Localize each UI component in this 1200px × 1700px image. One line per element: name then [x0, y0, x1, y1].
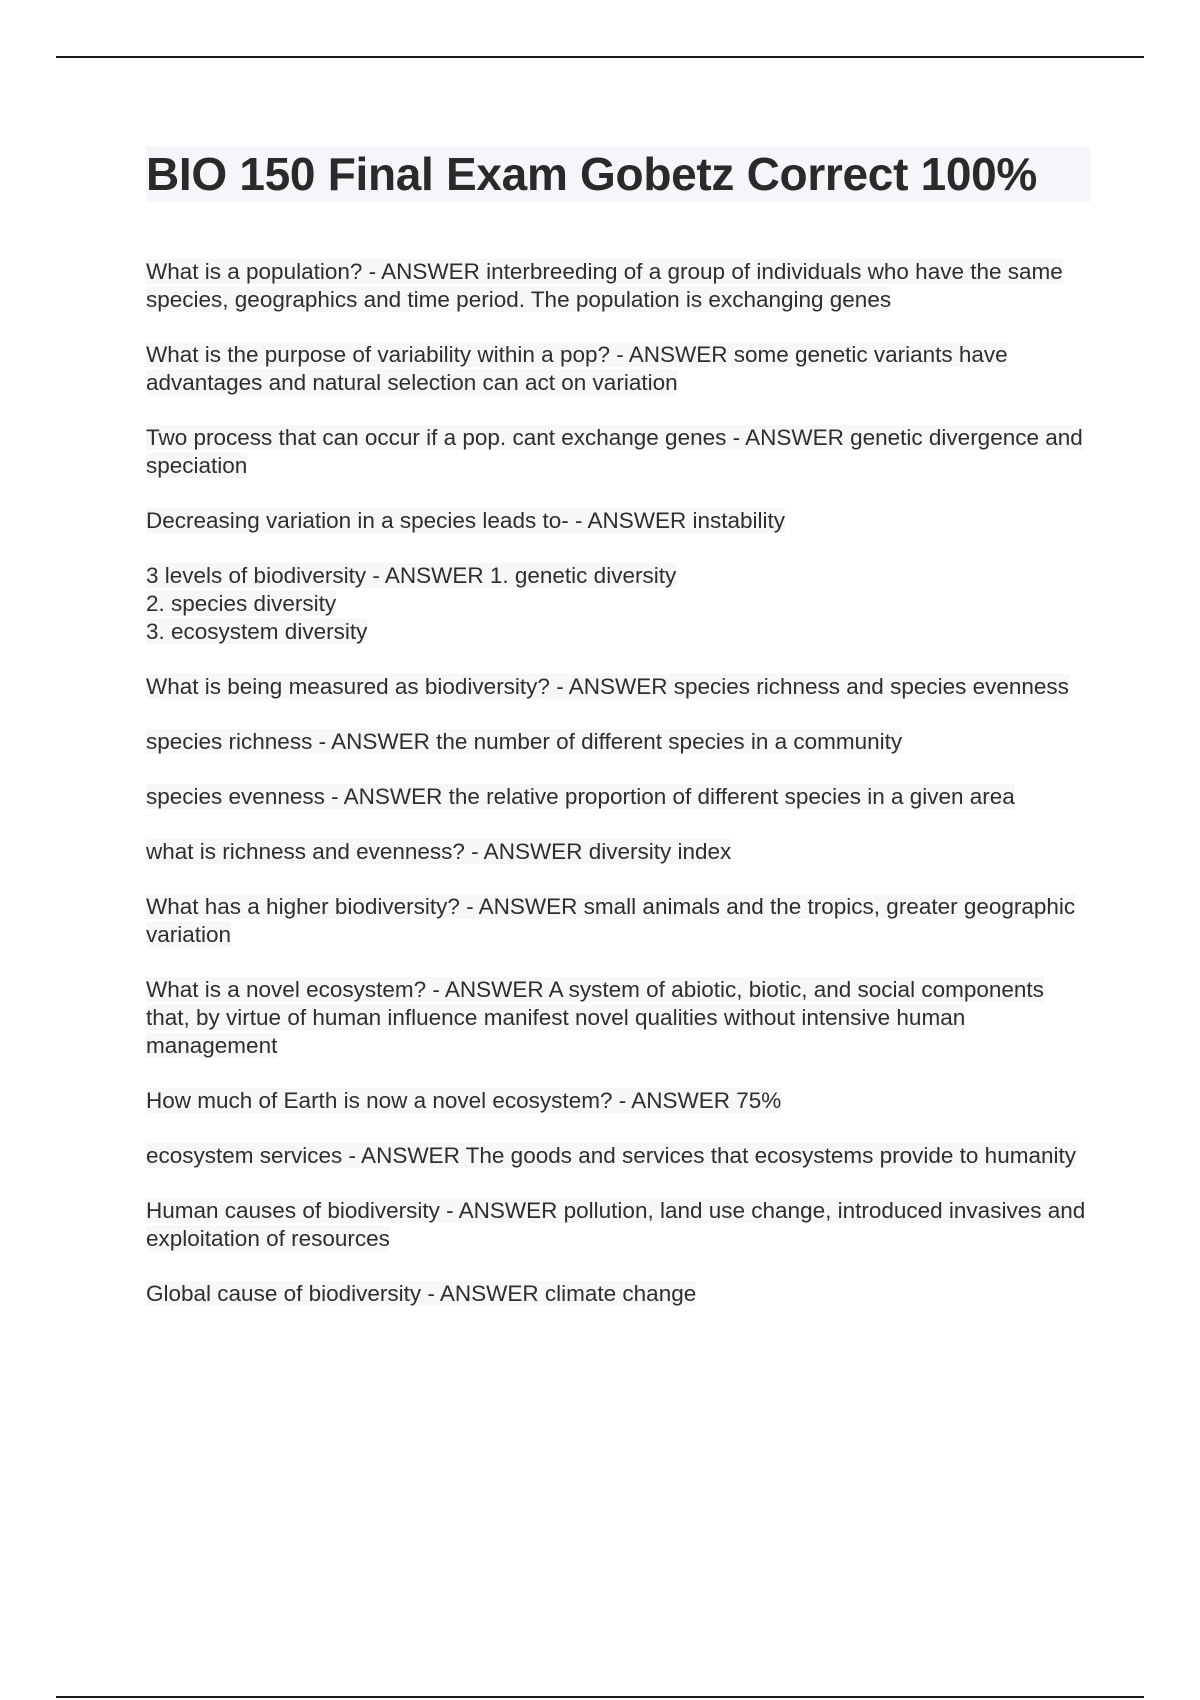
- list-item: [146, 728, 1090, 756]
- list-item: [146, 424, 1090, 480]
- list-item: [146, 258, 1090, 314]
- list-item: [146, 838, 1090, 866]
- qa-text: Two process that can occur if a pop. cant exchange genes - ANSWER genetic divergence and speciation: [146, 425, 1083, 478]
- qa-text: What is a population? - ANSWER interbreeding of a group of individuals who have the same species, geographics and time period. The population is exchanging genes: [146, 259, 1063, 312]
- qa-text: How much of Earth is now a novel ecosystem? - ANSWER 75%: [146, 1088, 782, 1113]
- qa-text: species richness - ANSWER the number of different species in a community: [146, 729, 903, 754]
- qa-text: Decreasing variation in a species leads to- - ANSWER instability: [146, 508, 786, 533]
- list-item: [146, 562, 1090, 646]
- qa-text: What is being measured as biodiversity? - ANSWER species richness and species evenness: [146, 674, 1069, 699]
- list-item: [146, 1142, 1090, 1170]
- list-item: [146, 673, 1090, 701]
- qa-text: species evenness - ANSWER the relative proportion of different species in a given area: [146, 784, 1015, 809]
- qa-text: 3 levels of biodiversity - ANSWER 1. genetic diversity 2. species diversity 3. ecosystem diversity: [146, 563, 677, 644]
- qa-text: ecosystem services - ANSWER The goods and services that ecosystems provide to humanity: [146, 1143, 1076, 1168]
- qa-text: what is richness and evenness? - ANSWER diversity index: [146, 839, 732, 864]
- list-item: [146, 1280, 1090, 1308]
- document-body: [146, 146, 1090, 1335]
- list-item: [146, 783, 1090, 811]
- top-rule: [56, 56, 1144, 58]
- list-item: [146, 1197, 1090, 1253]
- list-item: [146, 893, 1090, 949]
- qa-text: What has a higher biodiversity? - ANSWER small animals and the tropics, greater geographic variation: [146, 894, 1076, 947]
- qa-text: What is the purpose of variability within a pop? - ANSWER some genetic variants have advantages and natural selection can act on variation: [146, 342, 1008, 395]
- qa-text: What is a novel ecosystem? - ANSWER A system of abiotic, biotic, and social components that, by virtue of human influence manifest novel qualities without intensive human management: [146, 977, 1044, 1058]
- document-title: BIO 150 Final Exam Gobetz Correct 100%: [146, 146, 1090, 202]
- list-item: [146, 976, 1090, 1060]
- qa-text: Human causes of biodiversity - ANSWER pollution, land use change, introduced invasives and exploitation of resources: [146, 1198, 1086, 1251]
- qa-list: [146, 258, 1090, 1308]
- bottom-rule: [56, 1696, 1144, 1698]
- list-item: [146, 507, 1090, 535]
- list-item: [146, 1087, 1090, 1115]
- qa-text: Global cause of biodiversity - ANSWER climate change: [146, 1281, 697, 1306]
- list-item: [146, 341, 1090, 397]
